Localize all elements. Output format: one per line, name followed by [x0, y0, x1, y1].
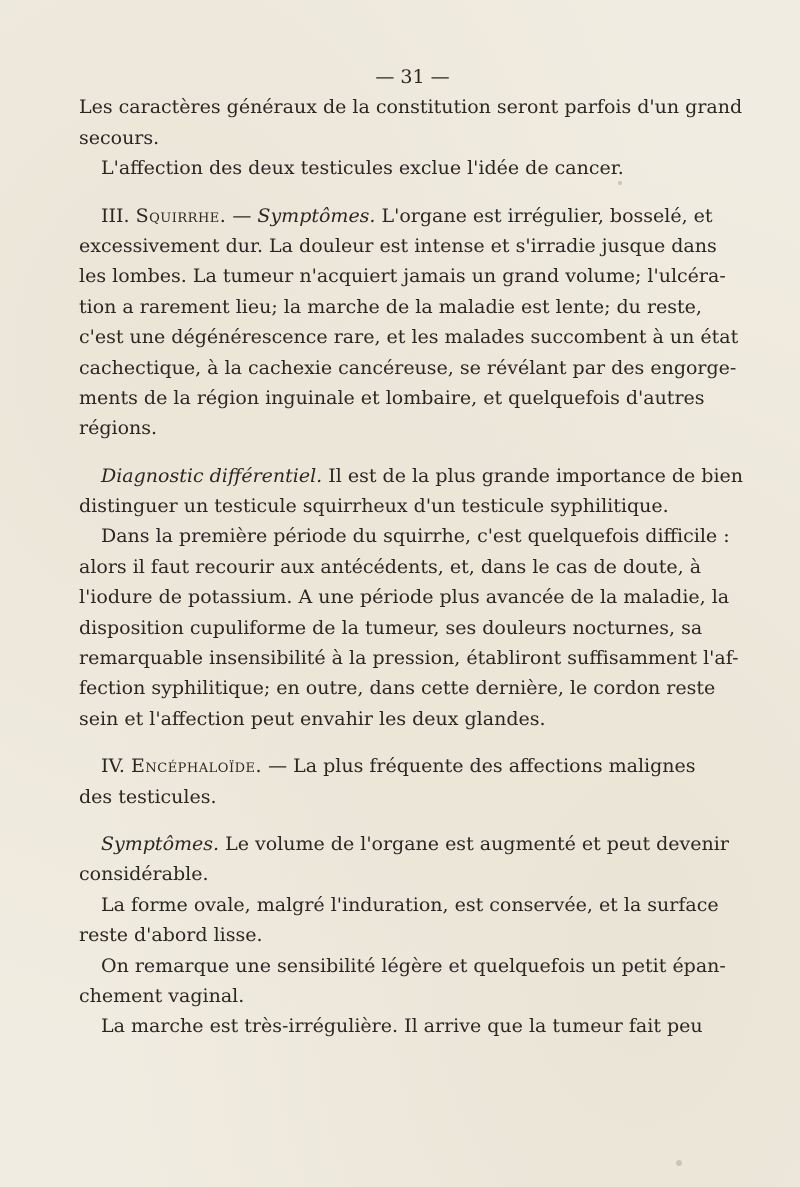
text-line: Il est de la plus grande importance de bien [322, 464, 744, 487]
text-line: On remarque une sensibilité légère et quelquefois un petit épan- [101, 954, 726, 977]
section-heading-squirrhe [79, 201, 716, 231]
paper-speck [618, 181, 622, 185]
text-line: fection syphilitique; en outre, dans cette dernière, le cordon reste [79, 677, 716, 700]
text-line: — La plus fréquente des affections malignes [262, 755, 696, 778]
text-line: La forme ovale, malgré l'induration, est conservée, et la surface [101, 893, 719, 916]
text-line: La marche est très-irrégulière. Il arrive que la tumeur fait peu [101, 1015, 703, 1038]
text-line: reste d'abord lisse. [79, 924, 263, 947]
page-text [79, 62, 744, 1042]
text-line: des testicules. [79, 785, 217, 808]
section-heading-encephaloide [79, 751, 716, 781]
subsection-label: Symptômes. [257, 204, 376, 227]
text-line: l'iodure de potassium. A une période plus avancée de la maladie, la [79, 586, 730, 609]
section-numeral: IV. [101, 755, 125, 778]
text-line: ments de la région inguinale et lombaire, et quelquefois d'autres [79, 386, 705, 409]
paper-speck [676, 1160, 682, 1166]
text-line: régions. [79, 417, 158, 440]
text-line: chement vaginal. [79, 984, 245, 1007]
section-title: Encéphaloïde. [131, 755, 263, 778]
section-title: Squirrhe. [135, 204, 227, 227]
text-line: secours. [79, 126, 160, 149]
text-line: L'organe est irrégulier, bosselé, et [375, 204, 713, 227]
text-line: distinguer un testicule squirrheux d'un testicule syphilitique. [79, 495, 669, 518]
text-line: sein et l'affection peut envahir les deux glandes. [79, 707, 546, 730]
text-line: L'affection des deux testicules exclue l'idée de cancer. [101, 157, 624, 180]
text-line: tion a rarement lieu; la marche de la maladie est lente; du reste, [79, 295, 702, 318]
text-line: disposition cupuliforme de la tumeur, ses douleurs nocturnes, sa [79, 616, 703, 639]
text-line: remarquable insensibilité à la pression, établiront suffisamment l'af- [79, 647, 739, 670]
symptoms-paragraph-start [79, 829, 729, 859]
section-numeral: III. [101, 204, 130, 227]
diagnostic-paragraph-start [79, 461, 744, 491]
text-line: Dans la première période du squirrhe, c'est quelquefois difficile : [101, 525, 730, 548]
subsection-label: Diagnostic différentiel. [101, 464, 323, 487]
text-line: c'est une dégénérescence rare, et les malades succombent à un état [79, 326, 739, 349]
text-line: excessivement dur. La douleur est intense et s'irradie jusque dans [79, 234, 717, 257]
text-line: cachectique, à la cachexie cancéreuse, se révélant par des engorge- [79, 356, 737, 379]
dash: — [226, 204, 258, 227]
text-line: les lombes. La tumeur n'acquiert jamais un grand volume; l'ulcéra- [79, 265, 726, 288]
page-number: — 31 — [375, 66, 450, 88]
subsection-label: Symptômes. [101, 832, 220, 855]
text-line: alors il faut recourir aux antécédents, et, dans le cas de doute, à [79, 555, 702, 578]
text-line: considérable. [79, 863, 209, 886]
text-line: Les caractères généraux de la constitution seront parfois d'un grand [79, 96, 743, 119]
text-line: Le volume de l'organe est augmenté et peut devenir [219, 832, 729, 855]
